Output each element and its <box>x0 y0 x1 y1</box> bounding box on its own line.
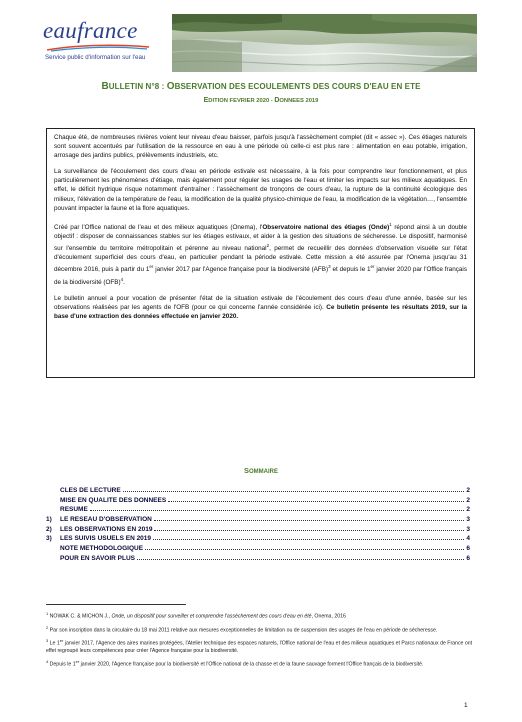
toc-leader-dots <box>145 549 464 550</box>
toc-entry-number: 1) <box>46 516 52 524</box>
toc-entry-label: POUR EN SAVOIR PLUS <box>60 554 136 562</box>
logo-swoosh-icon <box>45 44 151 52</box>
footnote-1: $^1$ NOWAK C. & MICHON J., Onde, un dispositif pour surveiller et comprendre l'assèchement des cours d'eau en été, Onema, 2016 <box>46 611 346 620</box>
toc-leader-dots <box>137 559 464 560</box>
toc-entry-page: 6 <box>466 554 470 562</box>
footnote-2: $^2$ Par son inscription dans la circulaire du 18 mai 2011 relative aux mesures exceptionnelles de limitation ou de suspension des usages de l'eau en période de sécheresse. <box>46 624 438 634</box>
page-number: 1 <box>464 702 468 709</box>
toc-leader-dots <box>154 520 465 521</box>
toc-entry-label: LES OBSERVATIONS EN 2019 <box>60 525 153 533</box>
toc-entry[interactable] <box>46 526 470 536</box>
logo-wordmark: eaufrance <box>43 18 138 43</box>
river-photo-banner <box>172 14 477 72</box>
footnote-4: $^4$ Depuis le 1er janvier 2020, l'Agence française pour la biodiversité et l'Office national de la chasse et de la faune sauvage forment l'Office français de la biodiversité. <box>46 659 424 668</box>
toc-entry-label: MISE EN QUALITE DES DONNEES <box>60 496 167 504</box>
toc-entry[interactable] <box>46 545 470 555</box>
toc-leader-dots <box>168 501 464 502</box>
logo-tagline: Service public d'information sur l'eau <box>45 54 146 61</box>
bulletin-title: BULLETIN N°8 : OBSERVATION DES ECOULEMENTS DES COURS D'EAU EN ETE <box>101 81 421 92</box>
toc-leader-dots <box>153 539 464 540</box>
toc-leader-dots <box>123 491 465 492</box>
toc-entry-page: 4 <box>466 535 470 543</box>
footnote-3: $^3$ Le 1er janvier 2017, l'Agence des aires marines protégées, l'Atelier technique des espaces naturels, l'Office national de l'eau et des milieux aquatiques et Parcs nationaux de France ont effet regroupé leurs compétences pour créer l'Agence française pour la biodiversité. <box>46 638 473 655</box>
toc-entry-label: RESUME <box>60 506 88 514</box>
toc-entry-label: NOTE METHODOLOGIQUE <box>60 545 144 553</box>
toc-entry[interactable] <box>46 497 470 507</box>
toc-entry[interactable] <box>46 506 470 516</box>
toc-entry-page: 2 <box>466 496 470 504</box>
toc-entry[interactable] <box>46 535 470 545</box>
intro-paragraph-3: Créé par l'Office national de l'eau et des milieux aquatiques (Onema), l'Observatoire national des étiages (Onde)$^1$ répond ainsi à un double objectif : disposer de connaissances stables sur les étiages estivaux, et aider à la gestion des situations de sécheresse. Le dispositif, harmonisé sur l'ensemble du territoire métropolitain et pérenne au niveau national$^2$, permet de recueillir des données d'observation visuelle sur l'état d'écoulement superficiel des cours d'eau, en particulier pendant la période estivale. Cette mission a été assurée par l'Onema jusqu'au 31 décembre 2016, puis à partir du 1er janvier 2017 par l'Agence française pour la biodiversité (AFB)$^3$ et depuis le 1er janvier 2020 par l'Office français de la biodiversité (OFB)$^4$. <box>54 221 468 286</box>
edition-subtitle: EDITION FEVRIER 2020 - DONNEES 2019 <box>203 97 319 104</box>
toc-entry[interactable] <box>46 516 470 526</box>
intro-paragraph-1: Chaque été, de nombreuses rivières voient leur niveau d'eau baisser, parfois jusqu'à l'assèchement complet (dit « assec »). Ces étiages naturels sont souvent accentués par l'utilisation de la ressource en eau à une période où celle-ci est plus rare : alimentation en eau potable, irrigation, arrosage des jardins publics, prélèvements industriels, etc. <box>54 134 467 160</box>
toc-entry-page: 3 <box>466 525 470 533</box>
toc-entry-page: 2 <box>466 506 470 514</box>
toc-entry-label: LE RESEAU D'OBSERVATION <box>60 516 152 524</box>
table-of-contents <box>46 487 470 565</box>
toc-entry-page: 3 <box>466 516 470 524</box>
toc-entry-page: 6 <box>466 545 470 553</box>
toc-leader-dots <box>154 530 464 531</box>
toc-entry-page: 2 <box>466 487 470 494</box>
toc-entry[interactable] <box>46 555 470 565</box>
toc-entry-label: CLES DE LECTURE <box>60 487 121 494</box>
footnote-divider <box>46 604 186 605</box>
toc-leader-dots <box>90 510 465 511</box>
footnotes <box>46 610 476 672</box>
toc-entry-number: 2) <box>46 525 52 533</box>
intro-paragraph-2: La surveillance de l'écoulement des cours d'eau en période estivale est nécessaire, à la fois pour comprendre leur fonctionnement, et plus particulièrement les phénomènes d'étiage, mais également pour réguler les usages de l'eau et limiter les impacts sur les milieux aquatiques. En effet, le déficit hydrique risque notamment d'entraîner : l'assèchement de tronçons de cours d'eau, la rupture de la continuité écologique des milieux, l'élévation de la température de l'eau, la modification de la qualité physico-chimique de l'eau, la modification de la végétation…, l'ensemble pouvant impacter la faune et la flore aquatiques. <box>54 168 467 212</box>
toc-entry-label: LES SUIVIS USUELS EN 2019 <box>60 535 152 543</box>
introduction-box <box>46 128 475 378</box>
toc-entry-number: 3) <box>46 535 52 543</box>
toc-entry[interactable] <box>46 487 470 497</box>
eaufrance-logo <box>43 18 153 66</box>
summary-heading: SOMMAIRE <box>244 466 278 475</box>
intro-paragraph-4: Le bulletin annuel a pour vocation de présenter l'état de la situation estivale de l'écoulement des cours d'eau d'une année, basée sur les observations réalisées par les agents de l'OFB (pour ce qui concerne l'année considérée ici). Ce bulletin présente les résultats 2019, sur la base d'une extraction des données effectuée en janvier 2020. <box>54 294 467 320</box>
